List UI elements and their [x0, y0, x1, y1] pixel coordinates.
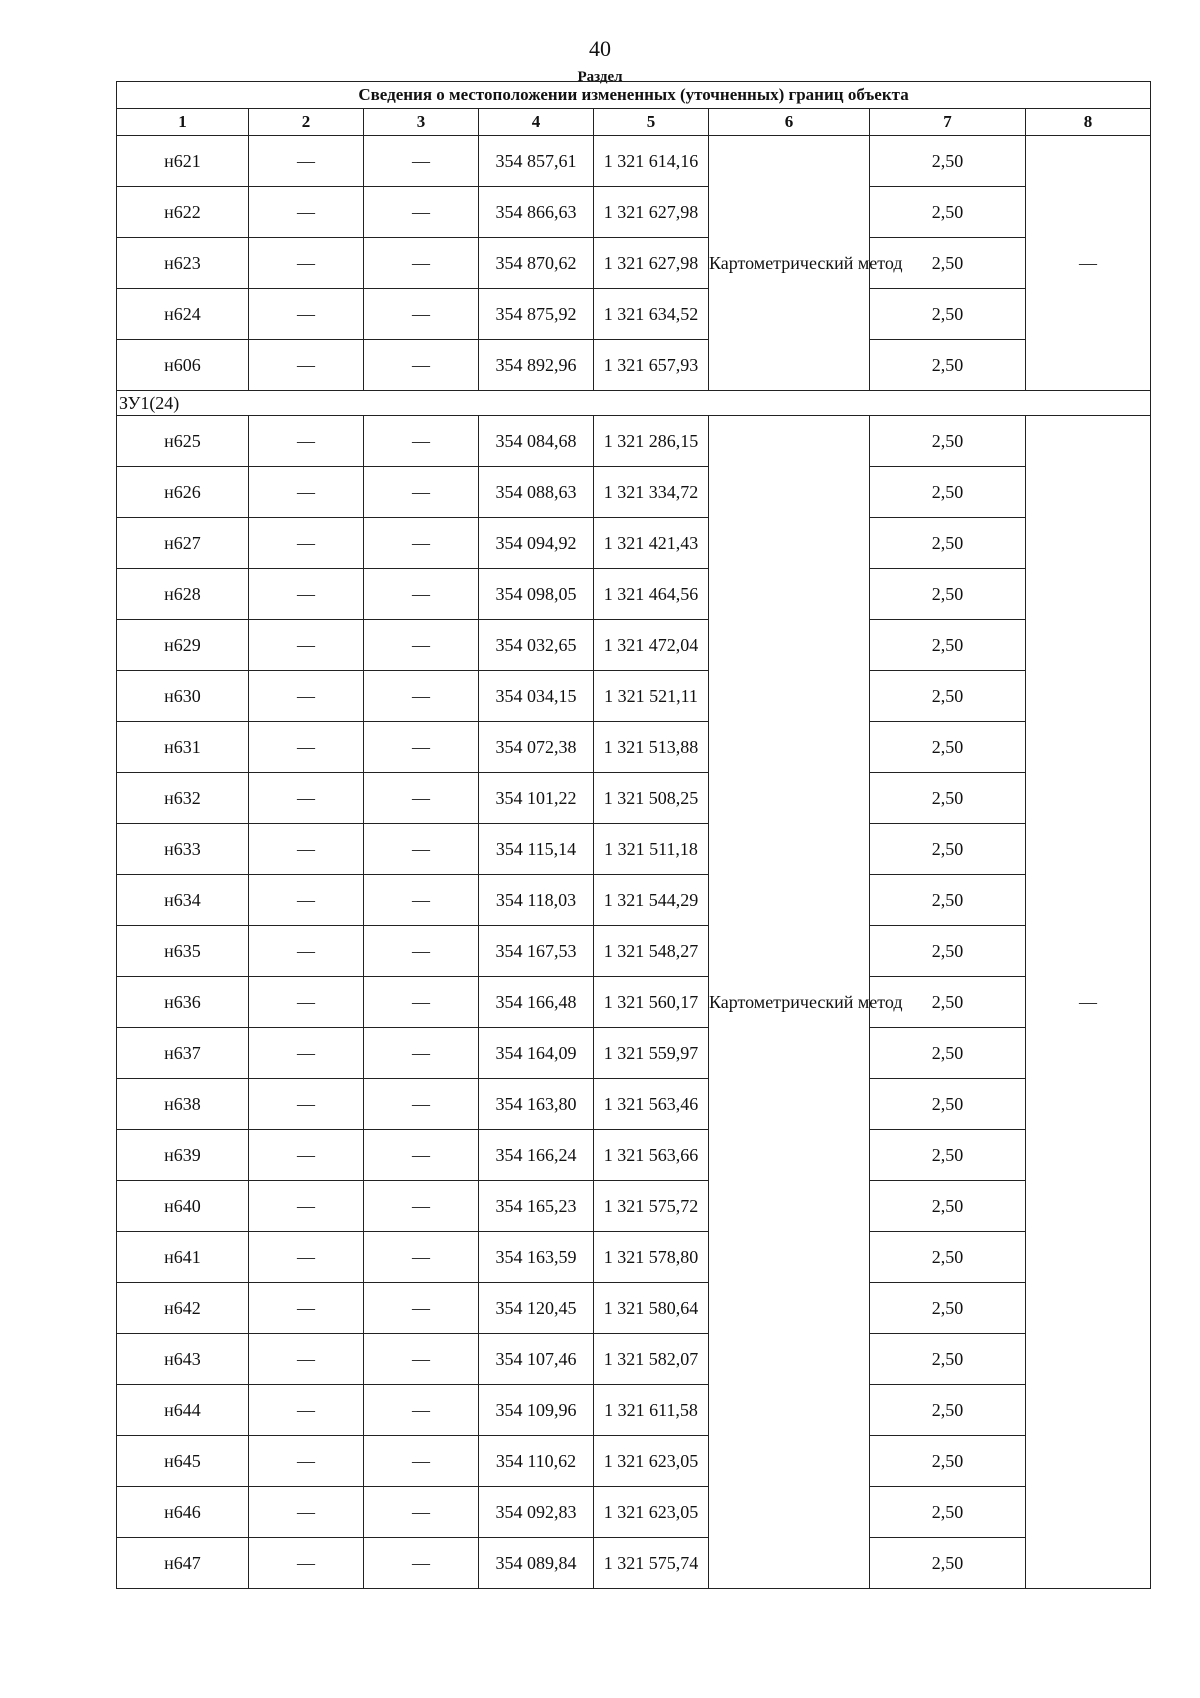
col2-empty-mark: — — [249, 187, 364, 238]
col3-empty-mark: — — [364, 926, 479, 977]
y-coordinate-cell: 1 321 580,64 — [594, 1283, 709, 1334]
y-coordinate-cell: 1 321 575,74 — [594, 1538, 709, 1589]
method-cell: Картометрический метод — [709, 136, 870, 391]
col3-empty-mark: — — [364, 1385, 479, 1436]
accuracy-cell: 2,50 — [870, 1385, 1026, 1436]
column-number-2: 2 — [249, 109, 364, 136]
x-coordinate-cell: 354 118,03 — [479, 875, 594, 926]
x-coordinate-cell: 354 110,62 — [479, 1436, 594, 1487]
accuracy-cell: 2,50 — [870, 187, 1026, 238]
accuracy-cell: 2,50 — [870, 1130, 1026, 1181]
x-coordinate-cell: 354 875,92 — [479, 289, 594, 340]
col8-cell: — — [1026, 416, 1151, 1589]
accuracy-cell: 2,50 — [870, 1538, 1026, 1589]
table-row — [117, 824, 1151, 875]
y-coordinate-cell: 1 321 560,17 — [594, 977, 709, 1028]
column-number-row — [117, 109, 1151, 136]
accuracy-cell: 2,50 — [870, 824, 1026, 875]
col2-empty-mark: — — [249, 926, 364, 977]
y-coordinate-cell: 1 321 575,72 — [594, 1181, 709, 1232]
col3-empty-mark: — — [364, 1487, 479, 1538]
point-number-cell: н622 — [117, 187, 249, 238]
accuracy-cell: 2,50 — [870, 1232, 1026, 1283]
table-row — [117, 977, 1151, 1028]
point-number-cell: н638 — [117, 1079, 249, 1130]
accuracy-cell: 2,50 — [870, 1079, 1026, 1130]
point-number-cell: н644 — [117, 1385, 249, 1436]
y-coordinate-cell: 1 321 634,52 — [594, 289, 709, 340]
table-body — [117, 136, 1151, 1589]
accuracy-cell: 2,50 — [870, 671, 1026, 722]
x-coordinate-cell: 354 072,38 — [479, 722, 594, 773]
col3-empty-mark: — — [364, 620, 479, 671]
col3-empty-mark: — — [364, 1130, 479, 1181]
col3-empty-mark: — — [364, 187, 479, 238]
x-coordinate-cell: 354 892,96 — [479, 340, 594, 391]
col2-empty-mark: — — [249, 238, 364, 289]
x-coordinate-cell: 354 866,63 — [479, 187, 594, 238]
table-row — [117, 620, 1151, 671]
point-number-cell: н643 — [117, 1334, 249, 1385]
x-coordinate-cell: 354 084,68 — [479, 416, 594, 467]
col3-empty-mark: — — [364, 416, 479, 467]
section-label: ЗУ1(24) — [117, 391, 1151, 416]
section-row — [117, 391, 1151, 416]
col3-empty-mark: — — [364, 773, 479, 824]
accuracy-cell: 2,50 — [870, 518, 1026, 569]
table-row — [117, 1283, 1151, 1334]
y-coordinate-cell: 1 321 563,66 — [594, 1130, 709, 1181]
accuracy-cell: 2,50 — [870, 1028, 1026, 1079]
table-row — [117, 416, 1151, 467]
col3-empty-mark: — — [364, 518, 479, 569]
x-coordinate-cell: 354 164,09 — [479, 1028, 594, 1079]
table-row — [117, 926, 1151, 977]
boundary-coordinates-table — [116, 81, 1151, 1589]
x-coordinate-cell: 354 098,05 — [479, 569, 594, 620]
col3-empty-mark: — — [364, 467, 479, 518]
col2-empty-mark: — — [249, 518, 364, 569]
accuracy-cell: 2,50 — [870, 620, 1026, 671]
point-number-cell: н626 — [117, 467, 249, 518]
table-row — [117, 722, 1151, 773]
y-coordinate-cell: 1 321 464,56 — [594, 569, 709, 620]
point-number-cell: н639 — [117, 1130, 249, 1181]
x-coordinate-cell: 354 166,48 — [479, 977, 594, 1028]
col2-empty-mark: — — [249, 1283, 364, 1334]
col8-cell: — — [1026, 136, 1151, 391]
x-coordinate-cell: 354 089,84 — [479, 1538, 594, 1589]
col3-empty-mark: — — [364, 1079, 479, 1130]
x-coordinate-cell: 354 034,15 — [479, 671, 594, 722]
x-coordinate-cell: 354 857,61 — [479, 136, 594, 187]
table-title-row — [117, 82, 1151, 109]
table-row — [117, 136, 1151, 187]
col2-empty-mark: — — [249, 569, 364, 620]
point-number-cell: н633 — [117, 824, 249, 875]
point-number-cell: н642 — [117, 1283, 249, 1334]
col2-empty-mark: — — [249, 136, 364, 187]
point-number-cell: н647 — [117, 1538, 249, 1589]
accuracy-cell: 2,50 — [870, 289, 1026, 340]
table-row — [117, 1385, 1151, 1436]
table-row — [117, 773, 1151, 824]
accuracy-cell: 2,50 — [870, 1181, 1026, 1232]
col2-empty-mark: — — [249, 1385, 364, 1436]
accuracy-cell: 2,50 — [870, 1334, 1026, 1385]
table-row — [117, 1334, 1151, 1385]
col2-empty-mark: — — [249, 340, 364, 391]
y-coordinate-cell: 1 321 559,97 — [594, 1028, 709, 1079]
column-number-1: 1 — [117, 109, 249, 136]
col2-empty-mark: — — [249, 1079, 364, 1130]
x-coordinate-cell: 354 870,62 — [479, 238, 594, 289]
table-row — [117, 671, 1151, 722]
col2-empty-mark: — — [249, 620, 364, 671]
point-number-cell: н640 — [117, 1181, 249, 1232]
col2-empty-mark: — — [249, 416, 364, 467]
table-row — [117, 289, 1151, 340]
x-coordinate-cell: 354 088,63 — [479, 467, 594, 518]
col3-empty-mark: — — [364, 1181, 479, 1232]
point-number-cell: н636 — [117, 977, 249, 1028]
accuracy-cell: 2,50 — [870, 340, 1026, 391]
col3-empty-mark: — — [364, 136, 479, 187]
column-number-6: 6 — [709, 109, 870, 136]
point-number-cell: н621 — [117, 136, 249, 187]
table-row — [117, 1130, 1151, 1181]
col2-empty-mark: — — [249, 467, 364, 518]
point-number-cell: н625 — [117, 416, 249, 467]
x-coordinate-cell: 354 163,59 — [479, 1232, 594, 1283]
x-coordinate-cell: 354 092,83 — [479, 1487, 594, 1538]
table-row — [117, 1538, 1151, 1589]
y-coordinate-cell: 1 321 334,72 — [594, 467, 709, 518]
x-coordinate-cell: 354 167,53 — [479, 926, 594, 977]
y-coordinate-cell: 1 321 582,07 — [594, 1334, 709, 1385]
point-number-cell: н635 — [117, 926, 249, 977]
x-coordinate-cell: 354 120,45 — [479, 1283, 594, 1334]
cut-off-section-heading: Раздел — [577, 69, 623, 85]
accuracy-cell: 2,50 — [870, 722, 1026, 773]
table-title: Сведения о местоположении измененных (уточненных) границ объекта — [117, 82, 1151, 109]
col2-empty-mark: — — [249, 1436, 364, 1487]
accuracy-cell: 2,50 — [870, 416, 1026, 467]
y-coordinate-cell: 1 321 623,05 — [594, 1436, 709, 1487]
y-coordinate-cell: 1 321 627,98 — [594, 187, 709, 238]
table-row — [117, 875, 1151, 926]
table-row — [117, 1028, 1151, 1079]
table-row — [117, 238, 1151, 289]
y-coordinate-cell: 1 321 508,25 — [594, 773, 709, 824]
column-number-4: 4 — [479, 109, 594, 136]
accuracy-cell: 2,50 — [870, 569, 1026, 620]
x-coordinate-cell: 354 109,96 — [479, 1385, 594, 1436]
y-coordinate-cell: 1 321 286,15 — [594, 416, 709, 467]
col3-empty-mark: — — [364, 671, 479, 722]
col3-empty-mark: — — [364, 340, 479, 391]
y-coordinate-cell: 1 321 511,18 — [594, 824, 709, 875]
col2-empty-mark: — — [249, 875, 364, 926]
col3-empty-mark: — — [364, 977, 479, 1028]
table-row — [117, 340, 1151, 391]
page-number: 40 — [589, 36, 611, 61]
accuracy-cell: 2,50 — [870, 467, 1026, 518]
x-coordinate-cell: 354 094,92 — [479, 518, 594, 569]
col2-empty-mark: — — [249, 722, 364, 773]
point-number-cell: н631 — [117, 722, 249, 773]
accuracy-cell: 2,50 — [870, 1283, 1026, 1334]
col2-empty-mark: — — [249, 824, 364, 875]
table-row — [117, 518, 1151, 569]
col3-empty-mark: — — [364, 1232, 479, 1283]
table-row — [117, 1181, 1151, 1232]
table-row — [117, 1079, 1151, 1130]
col3-empty-mark: — — [364, 569, 479, 620]
y-coordinate-cell: 1 321 544,29 — [594, 875, 709, 926]
col2-empty-mark: — — [249, 1130, 364, 1181]
accuracy-cell: 2,50 — [870, 1487, 1026, 1538]
table-row — [117, 187, 1151, 238]
accuracy-cell: 2,50 — [870, 773, 1026, 824]
col3-empty-mark: — — [364, 824, 479, 875]
point-number-cell: н623 — [117, 238, 249, 289]
method-cell: Картометрический метод — [709, 416, 870, 1589]
col3-empty-mark: — — [364, 875, 479, 926]
table-row — [117, 569, 1151, 620]
y-coordinate-cell: 1 321 611,58 — [594, 1385, 709, 1436]
y-coordinate-cell: 1 321 548,27 — [594, 926, 709, 977]
col2-empty-mark: — — [249, 1028, 364, 1079]
x-coordinate-cell: 354 166,24 — [479, 1130, 594, 1181]
y-coordinate-cell: 1 321 521,11 — [594, 671, 709, 722]
point-number-cell: н627 — [117, 518, 249, 569]
x-coordinate-cell: 354 163,80 — [479, 1079, 594, 1130]
col2-empty-mark: — — [249, 1487, 364, 1538]
table-row — [117, 1487, 1151, 1538]
table-row — [117, 1436, 1151, 1487]
col3-empty-mark: — — [364, 1436, 479, 1487]
col2-empty-mark: — — [249, 1181, 364, 1232]
point-number-cell: н630 — [117, 671, 249, 722]
table-row — [117, 1232, 1151, 1283]
point-number-cell: н634 — [117, 875, 249, 926]
accuracy-cell: 2,50 — [870, 875, 1026, 926]
accuracy-cell: 2,50 — [870, 136, 1026, 187]
y-coordinate-cell: 1 321 472,04 — [594, 620, 709, 671]
y-coordinate-cell: 1 321 614,16 — [594, 136, 709, 187]
col3-empty-mark: — — [364, 1538, 479, 1589]
col2-empty-mark: — — [249, 773, 364, 824]
point-number-cell: н632 — [117, 773, 249, 824]
col3-empty-mark: — — [364, 722, 479, 773]
point-number-cell: н646 — [117, 1487, 249, 1538]
col3-empty-mark: — — [364, 1334, 479, 1385]
col2-empty-mark: — — [249, 671, 364, 722]
col2-empty-mark: — — [249, 1232, 364, 1283]
col2-empty-mark: — — [249, 1334, 364, 1385]
column-number-5: 5 — [594, 109, 709, 136]
column-number-7: 7 — [870, 109, 1026, 136]
col3-empty-mark: — — [364, 289, 479, 340]
column-number-8: 8 — [1026, 109, 1151, 136]
point-number-cell: н637 — [117, 1028, 249, 1079]
point-number-cell: н606 — [117, 340, 249, 391]
point-number-cell: н629 — [117, 620, 249, 671]
y-coordinate-cell: 1 321 623,05 — [594, 1487, 709, 1538]
x-coordinate-cell: 354 101,22 — [479, 773, 594, 824]
accuracy-cell: 2,50 — [870, 1436, 1026, 1487]
col2-empty-mark: — — [249, 1538, 364, 1589]
y-coordinate-cell: 1 321 513,88 — [594, 722, 709, 773]
point-number-cell: н624 — [117, 289, 249, 340]
col2-empty-mark: — — [249, 289, 364, 340]
y-coordinate-cell: 1 321 563,46 — [594, 1079, 709, 1130]
y-coordinate-cell: 1 321 421,43 — [594, 518, 709, 569]
col3-empty-mark: — — [364, 1028, 479, 1079]
point-number-cell: н628 — [117, 569, 249, 620]
col3-empty-mark: — — [364, 238, 479, 289]
y-coordinate-cell: 1 321 657,93 — [594, 340, 709, 391]
col2-empty-mark: — — [249, 977, 364, 1028]
column-number-3: 3 — [364, 109, 479, 136]
accuracy-cell: 2,50 — [870, 926, 1026, 977]
point-number-cell: н645 — [117, 1436, 249, 1487]
x-coordinate-cell: 354 165,23 — [479, 1181, 594, 1232]
x-coordinate-cell: 354 107,46 — [479, 1334, 594, 1385]
table-row — [117, 467, 1151, 518]
y-coordinate-cell: 1 321 627,98 — [594, 238, 709, 289]
x-coordinate-cell: 354 032,65 — [479, 620, 594, 671]
accuracy-cell: 2,50 — [870, 238, 1026, 289]
accuracy-cell: 2,50 — [870, 977, 1026, 1028]
x-coordinate-cell: 354 115,14 — [479, 824, 594, 875]
y-coordinate-cell: 1 321 578,80 — [594, 1232, 709, 1283]
col3-empty-mark: — — [364, 1283, 479, 1334]
point-number-cell: н641 — [117, 1232, 249, 1283]
